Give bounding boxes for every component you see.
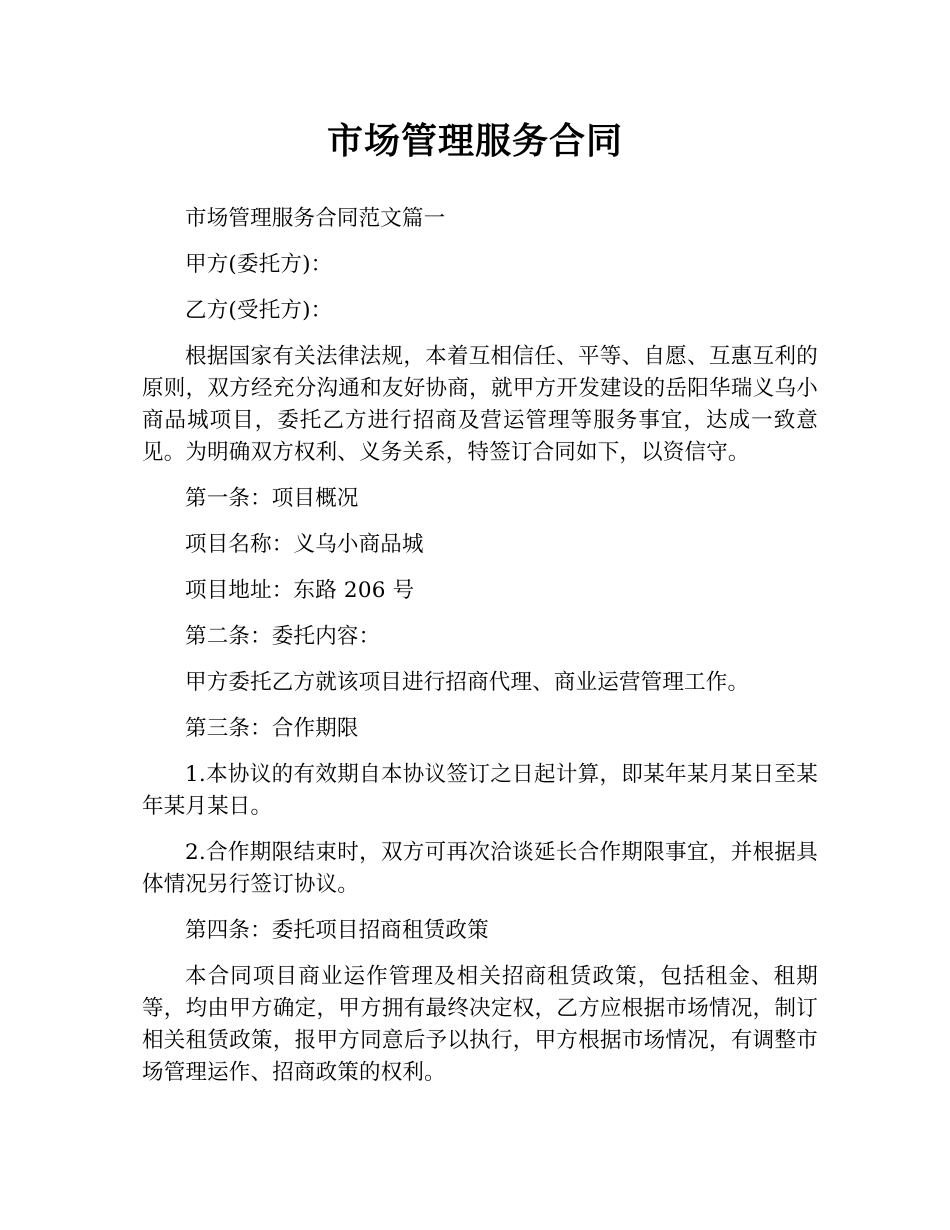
article-4-heading: 第四条：委托项目招商租赁政策 <box>185 918 489 943</box>
commission-content-paragraph: 甲方委托乙方就该项目进行招商代理、商业运营管理工作。 <box>185 670 750 695</box>
article-3-heading: 第三条：合作期限 <box>185 716 359 741</box>
article-1-heading: 第一条：项目概况 <box>185 486 359 511</box>
article-2-heading: 第二条：委托内容： <box>185 624 381 649</box>
term-clause-2: 2.合作期限结束时，双方可再次洽谈延长合作期限事宜，并根据具体情况另行签订协议。 <box>142 840 818 897</box>
document-body <box>142 203 818 1103</box>
subtitle-paragraph: 市场管理服务合同范文篇一 <box>185 206 446 231</box>
project-address-paragraph: 项目地址：东路 206 号 <box>185 578 415 603</box>
leasing-policy-paragraph: 本合同项目商业运作管理及相关招商租赁政策，包括租金、租期等，均由甲方确定，甲方拥有最终决定权，乙方应根据市场情况，制订相关租赁政策，报甲方同意后予以执行，甲方根据市场情况，有调整市场管理运作、招商政策的权利。 <box>142 964 818 1085</box>
party-a-paragraph: 甲方(委托方)： <box>185 252 333 277</box>
document-title: 市场管理服务合同 <box>326 121 623 162</box>
party-b-paragraph: 乙方(受托方)： <box>185 298 333 323</box>
term-clause-1: 1.本协议的有效期自本协议签订之日起计算，即某年某月某日至某年某月某日。 <box>142 762 818 819</box>
preamble-paragraph: 根据国家有关法律法规，本着互相信任、平等、自愿、互惠互利的原则，双方经充分沟通和友好协商，就甲方开发建设的岳阳华瑞义乌小商品城项目，委托乙方进行招商及营运管理等服务事宜，达成一致意见。为明确双方权利、义务关系，特签订合同如下，以资信守。 <box>142 344 818 465</box>
project-name-paragraph: 项目名称：义乌小商品城 <box>185 532 424 557</box>
